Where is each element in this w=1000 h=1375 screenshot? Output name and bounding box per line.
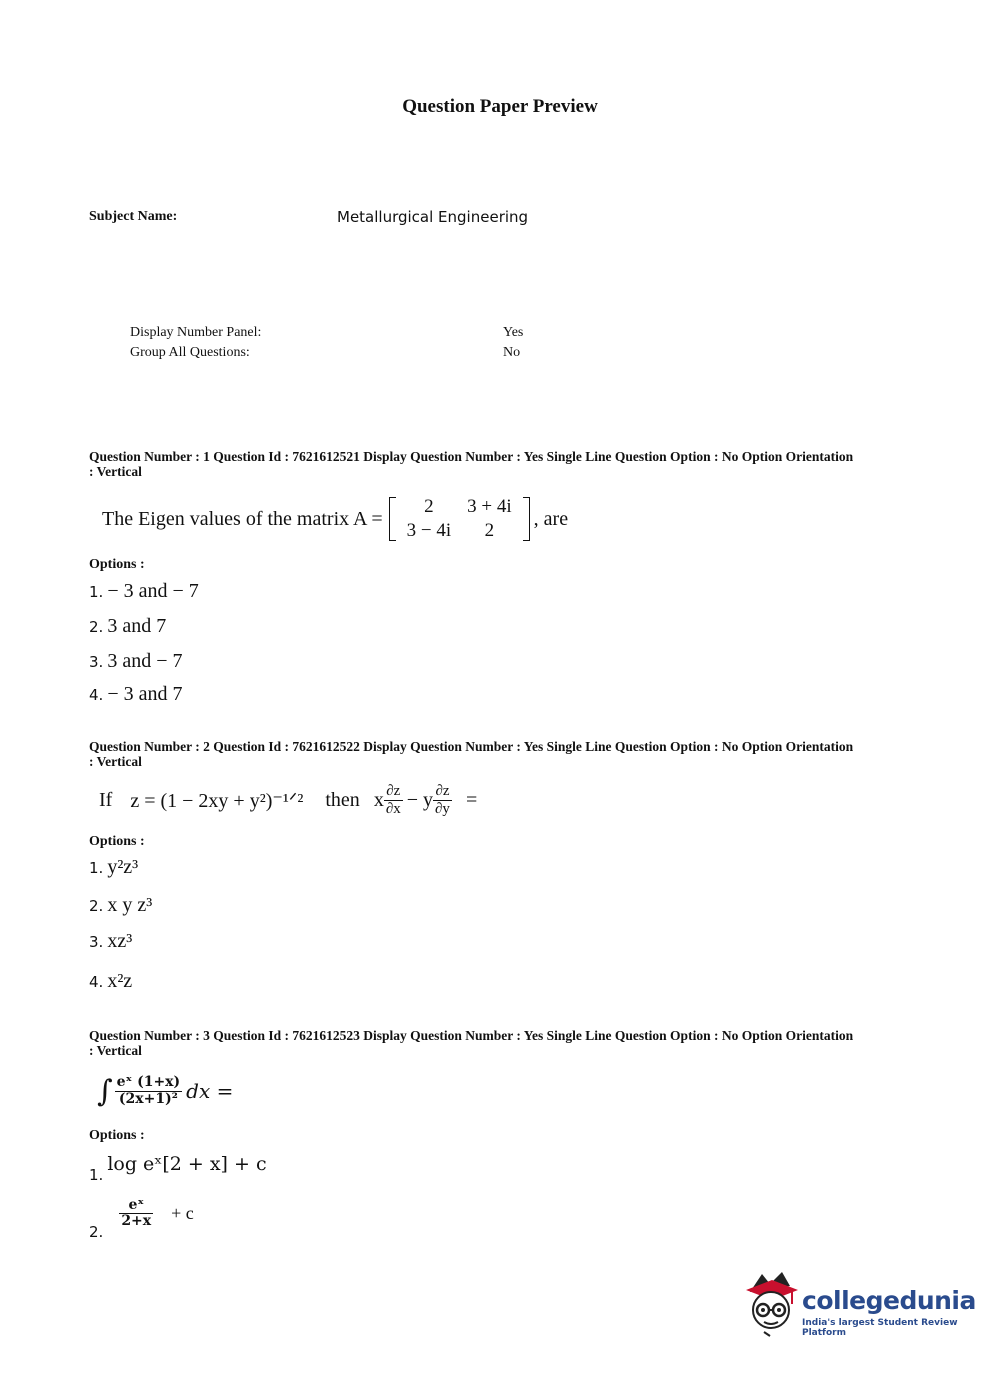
option-number: 1.	[89, 1166, 104, 1184]
option-text: − 3 and 7	[107, 683, 183, 705]
integral-sign: ∫	[97, 1073, 113, 1109]
brand-tagline: India's largest Student Review Platform	[802, 1318, 958, 1338]
question-2-header: Question Number : 2 Question Id : 7621612522 Display Question Number : Yes Single Line Question Option : No Option Orientation : Vertical	[89, 739, 854, 769]
question-2-equals: =	[465, 788, 478, 811]
mascot-icon	[742, 1270, 800, 1338]
frac-denominator: 2+x	[121, 1213, 152, 1230]
option-row	[89, 970, 132, 993]
option-text: + c	[171, 1203, 194, 1224]
display-number-panel-label: Display Number Panel:	[130, 325, 262, 340]
partial-dz-dx	[384, 783, 403, 817]
question-2-if: If	[99, 788, 113, 811]
option-row	[89, 1197, 194, 1241]
option-number: 2.	[89, 897, 104, 915]
group-all-questions-value: No	[503, 345, 521, 360]
option-text: − 3 and − 7	[107, 580, 199, 602]
integrand-fraction	[115, 1075, 183, 1107]
option-number: 1.	[89, 859, 104, 877]
option-row	[89, 615, 166, 638]
option-text: 3 and 7	[107, 615, 167, 637]
frac-numerator: ∂z	[433, 783, 452, 801]
option-number: 4.	[89, 973, 104, 991]
question-2-then: then	[325, 788, 360, 811]
option-text: xz³	[107, 930, 133, 952]
matrix-cell: 3 + 4i	[467, 496, 512, 517]
frac-numerator: ∂z	[384, 783, 403, 801]
option-row	[89, 1153, 267, 1184]
option-number: 3.	[89, 933, 104, 951]
subject-name-value: Metallurgical Engineering	[337, 208, 529, 226]
question-1-text-before: The Eigen values of the matrix A =	[102, 507, 383, 530]
question-2-minus-y: − y	[406, 788, 434, 811]
frac-numerator: eˣ	[119, 1198, 153, 1214]
frac-denominator: (2x+1)²	[118, 1090, 178, 1107]
question-1-header: Question Number : 1 Question Id : 7621612521 Display Question Number : Yes Single Line Question Option : No Option Orientation : Vertical	[89, 449, 854, 479]
frac-denominator: ∂x	[385, 800, 401, 817]
matrix-cell: 2	[484, 520, 495, 541]
frac-denominator: ∂y	[435, 800, 450, 817]
option-number: 2.	[89, 1222, 104, 1241]
subject-name-label: Subject Name:	[89, 209, 178, 224]
question-1-text-after: , are	[533, 507, 569, 530]
matrix-cell: 3 − 4i	[406, 520, 452, 541]
question-3-options-label: Options :	[89, 1128, 145, 1143]
page-title: Question Paper Preview	[402, 96, 598, 117]
display-number-panel-value: Yes	[503, 325, 524, 340]
option-text: x²z	[107, 970, 133, 992]
question-2-options-label: Options :	[89, 834, 145, 849]
brand-logo	[742, 1270, 976, 1340]
option-number: 1.	[89, 583, 104, 601]
option-text: y²z³	[107, 856, 139, 878]
option-text: x y z³	[107, 894, 153, 916]
question-1-options-label: Options :	[89, 557, 145, 572]
brand-name: collegedunia	[802, 1286, 976, 1315]
option-row	[89, 683, 182, 706]
option-row	[89, 650, 182, 673]
partial-dz-dy	[433, 783, 452, 817]
option-number: 3.	[89, 653, 104, 671]
question-2-x: x	[373, 788, 384, 811]
frac-numerator: eˣ (1+x)	[116, 1074, 181, 1091]
option-row	[89, 894, 152, 917]
option-text: log eˣ[2 + x] + c	[107, 1153, 267, 1175]
option-fraction	[119, 1198, 153, 1230]
option-number: 2.	[89, 618, 104, 636]
matrix-right-bracket	[523, 497, 530, 541]
matrix-left-bracket	[389, 497, 396, 541]
matrix-cell: 2	[424, 496, 434, 517]
option-row	[89, 856, 138, 879]
question-2-text	[99, 778, 477, 822]
option-text: 3 and − 7	[107, 650, 183, 672]
question-3-text	[97, 1066, 233, 1116]
question-2-z-expression: z = (1 − 2xy + y²)⁻¹ᐟ²	[130, 789, 304, 812]
option-row	[89, 580, 199, 603]
eigen-matrix	[389, 495, 530, 543]
question-3-header: Question Number : 3 Question Id : 7621612523 Display Question Number : Yes Single Line Question Option : No Option Orientation : Vertical	[89, 1028, 854, 1058]
question-3-tail: dx =	[186, 1079, 234, 1103]
question-1-text	[102, 494, 568, 544]
option-number: 4.	[89, 686, 104, 704]
option-row	[89, 930, 132, 953]
group-all-questions-label: Group All Questions:	[130, 345, 250, 360]
